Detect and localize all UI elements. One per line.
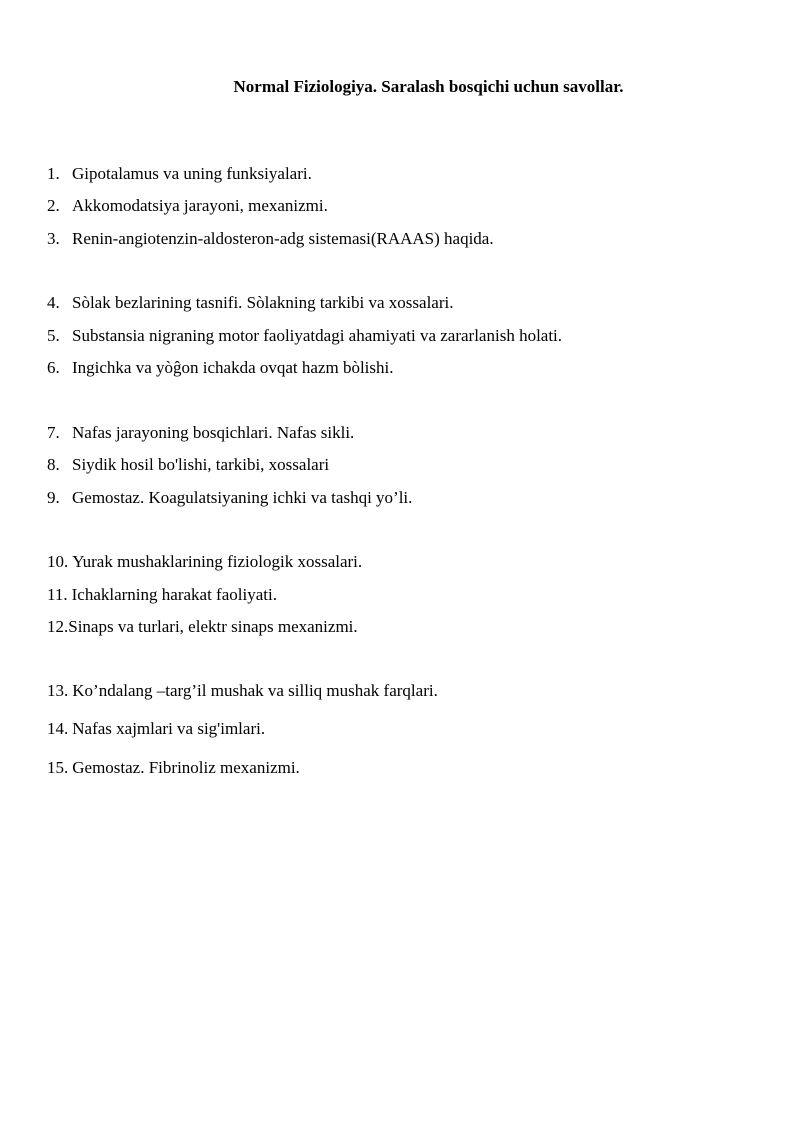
question-item xyxy=(47,357,394,379)
question-text: Gipotalamus va uning funksiyalari. xyxy=(72,164,312,183)
question-item xyxy=(47,422,354,444)
question-number: 1. xyxy=(47,164,60,183)
question-item xyxy=(47,195,328,217)
question-item xyxy=(47,718,265,740)
question-item xyxy=(47,163,312,185)
question-item xyxy=(47,487,412,509)
question-text: Nafas jarayoning bosqichlari. Nafas sikli. xyxy=(72,423,355,442)
question-item xyxy=(47,584,277,606)
question-number: 12. xyxy=(47,617,69,636)
question-text: Ichaklarning harakat faoliyati. xyxy=(71,585,277,604)
question-text: Sinaps va turlari, elektr sinaps mexanizmi. xyxy=(68,617,358,636)
question-item xyxy=(47,292,453,314)
question-number: 5. xyxy=(47,326,60,345)
question-item xyxy=(47,757,300,779)
document-title: Normal Fiziologiya. Saralash bosqichi uchun savollar. xyxy=(233,77,624,96)
question-item xyxy=(47,228,494,250)
question-text: Yurak mushaklarining fiziologik xossalari. xyxy=(72,552,363,571)
question-number: 14. xyxy=(47,719,69,738)
question-number: 3. xyxy=(47,229,60,248)
question-text: Akkomodatsiya jarayoni, mexanizmi. xyxy=(72,196,328,215)
question-text: Renin-angiotenzin-aldosteron-adg sistemasi(RAAAS) haqida. xyxy=(72,229,494,248)
question-text: Sòlak bezlarining tasnifi. Sòlakning tarkibi va xossalari. xyxy=(72,293,454,312)
question-number: 6. xyxy=(47,358,60,377)
question-text: Ko’ndalang –targ’il mushak va silliq mushak farqlari. xyxy=(72,681,438,700)
question-item xyxy=(47,325,562,347)
question-number: 8. xyxy=(47,455,60,474)
question-text: Substansia nigraning motor faoliyatdagi ahamiyati va zararlanish holati. xyxy=(72,326,563,345)
question-number: 4. xyxy=(47,293,60,312)
question-text: Gemostaz. Koagulatsiyaning ichki va tashqi yo’li. xyxy=(72,488,413,507)
question-number: 2. xyxy=(47,196,60,215)
question-number: 9. xyxy=(47,488,60,507)
question-text: Nafas xajmlari va sig'imlari. xyxy=(72,719,266,738)
question-number: 7. xyxy=(47,423,60,442)
question-text: Gemostaz. Fibrinoliz mexanizmi. xyxy=(72,758,300,777)
question-item xyxy=(47,680,438,702)
question-number: 11. xyxy=(47,585,68,604)
question-number: 15. xyxy=(47,758,69,777)
question-item xyxy=(47,616,358,638)
question-text: Siydik hosil bo'lishi, tarkibi, xossalari xyxy=(72,455,330,474)
question-number: 13. xyxy=(47,681,69,700)
question-item xyxy=(47,454,329,476)
question-text: Ingichka va yòĝon ichakda ovqat hazm bòlishi. xyxy=(72,358,394,377)
question-item xyxy=(47,551,362,573)
question-number: 10. xyxy=(47,552,69,571)
